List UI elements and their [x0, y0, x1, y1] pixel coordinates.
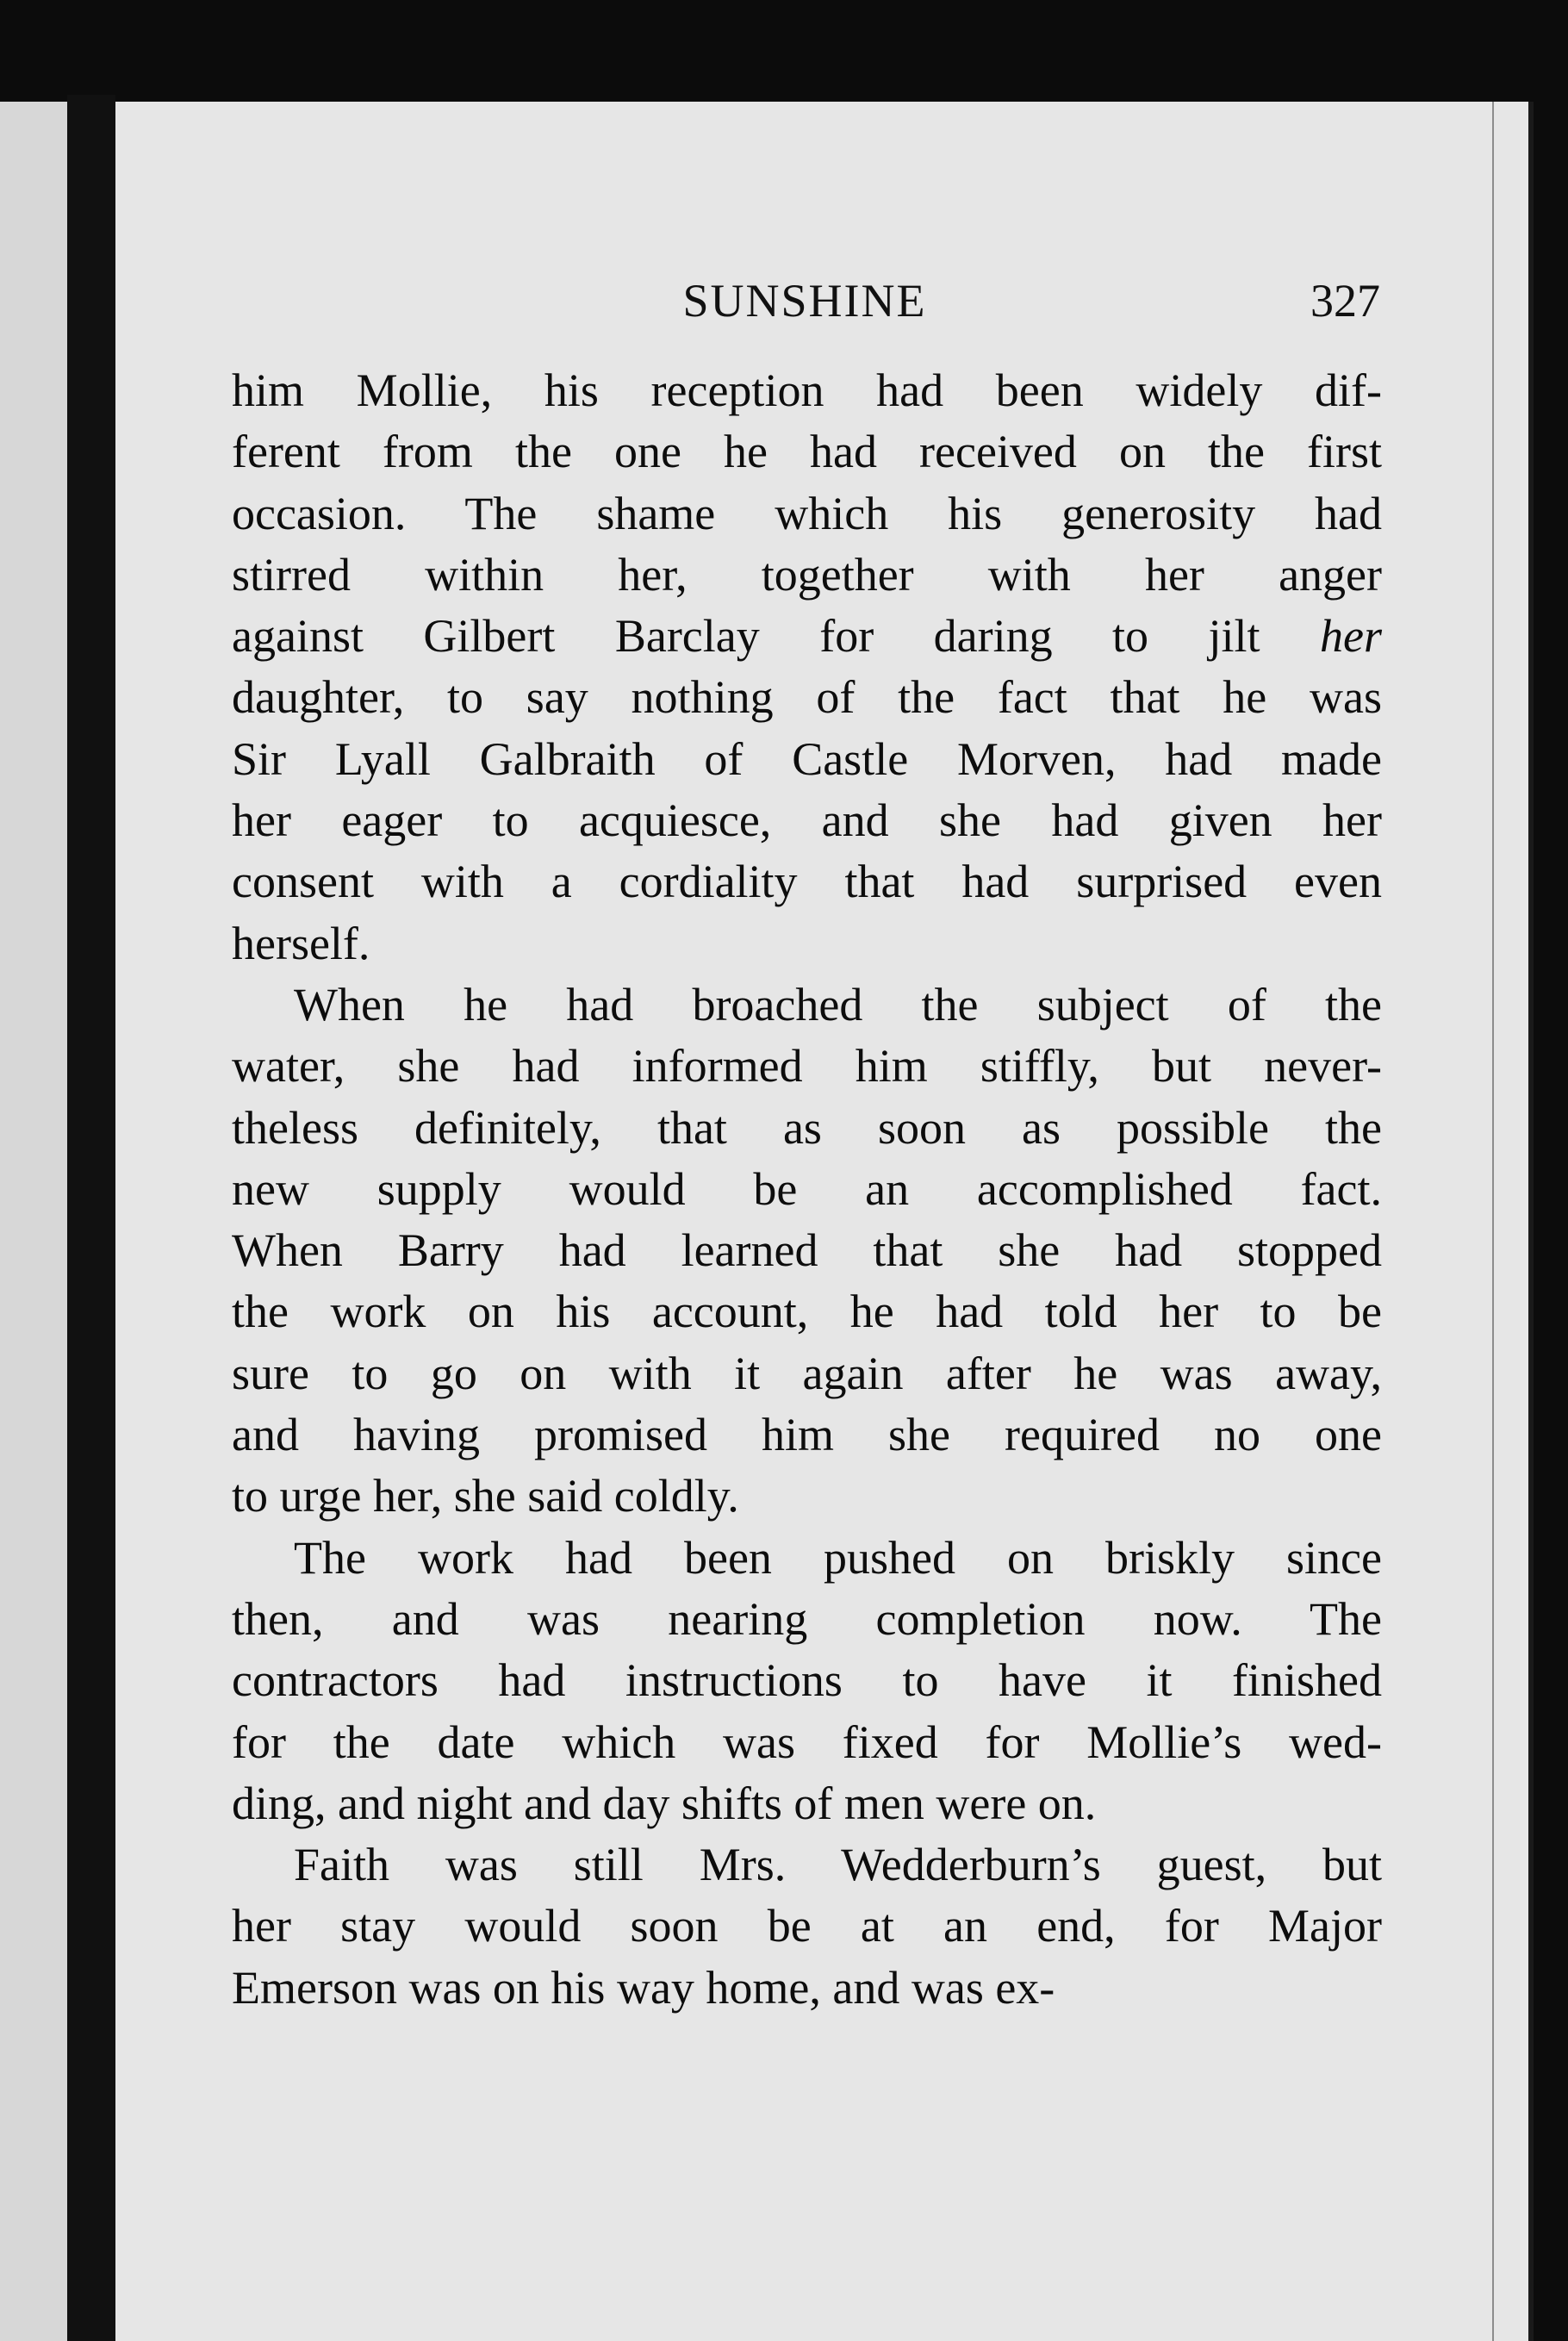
text-line: him Mollie, his reception had been widely dif-: [232, 364, 1382, 416]
paragraph: [232, 1528, 1382, 1834]
text-line: Faith was still Mrs. Wedderburn’s guest, but: [294, 1839, 1382, 1891]
body-text: [232, 360, 1382, 2019]
emphasis: her: [1320, 610, 1382, 663]
text-line: for the date which was fixed for Mollie’s wed-: [232, 1715, 1382, 1768]
page-header: [115, 274, 1494, 343]
text-line: theless definitely, that as soon as possible the: [232, 1101, 1382, 1154]
text-line: her eager to acquiesce, and she had given her: [232, 794, 1382, 847]
text-line: stirred within her, together with her anger: [232, 548, 1382, 601]
text-line: against Gilbert Barclay for daring to jilt her: [232, 610, 1382, 663]
text-line: When he had broached the subject of the: [294, 978, 1382, 1030]
text-line: new supply would be an accomplished fact.: [232, 1162, 1382, 1215]
text-line: Sir Lyall Galbraith of Castle Morven, had made: [232, 732, 1382, 785]
text-line: and having promised him she required no one: [232, 1409, 1382, 1461]
text-line: ding, and night and day shifts of men were on.: [232, 1777, 1097, 1829]
book-page: [115, 102, 1534, 2341]
text-line: daughter, to say nothing of the fact that he was: [232, 671, 1382, 724]
paragraph: [232, 360, 1382, 974]
text-line: consent with a cordiality that had surprised even: [232, 856, 1382, 908]
text-line: When Barry had learned that she had stopped: [232, 1224, 1382, 1277]
text-line: sure to go on with it again after he was away,: [232, 1347, 1382, 1399]
paragraph: [232, 1834, 1382, 2019]
book-gutter: [67, 95, 115, 2341]
text-line: Emerson was on his way home, and was ex-: [232, 1961, 1055, 2014]
paragraph: [232, 974, 1382, 1528]
text-line: herself.: [232, 917, 370, 969]
page-number: 327: [1310, 275, 1380, 327]
text-line: the work on his account, he had told her to be: [232, 1286, 1382, 1338]
text-line: The work had been pushed on briskly since: [294, 1531, 1382, 1584]
text-line: her stay would soon be at an end, for Major: [232, 1900, 1382, 1952]
text-line: to urge her, she said coldly.: [232, 1470, 739, 1522]
text-line: contractors had instructions to have it finished: [232, 1654, 1382, 1707]
text-line: then, and was nearing completion now. The: [232, 1592, 1382, 1645]
text-line: occasion. The shame which his generosity had: [232, 487, 1382, 539]
text-line: water, she had informed him stiffly, but never-: [232, 1040, 1382, 1093]
text-line: ferent from the one he had received on the first: [232, 426, 1382, 478]
running-head: SUNSHINE: [682, 275, 927, 327]
facing-page-edge: [0, 102, 67, 2341]
